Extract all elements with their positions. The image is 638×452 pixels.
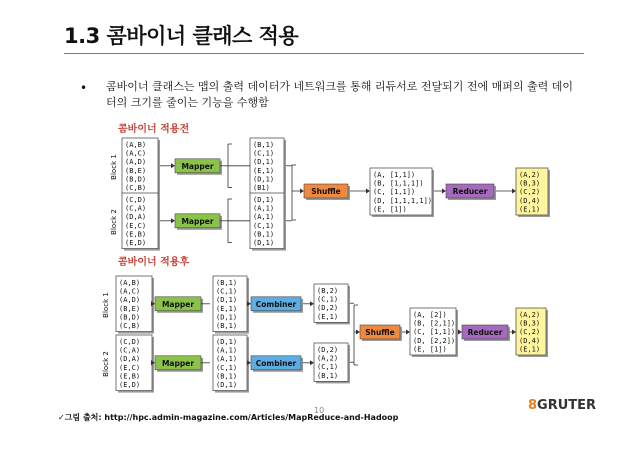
map-output-item: (A,1) — [253, 204, 275, 213]
map-output-item: (D,1) — [253, 158, 275, 167]
map-output-item: (B,1) — [253, 141, 275, 149]
combined-output-item: (C,1) — [317, 363, 339, 372]
arrow-to-shuffled-head — [366, 189, 370, 194]
combined-output-item: (C,1) — [317, 295, 339, 304]
figure-source-caption: ✓그림 출처: http://hpc.admin-magazine.com/Articles/MapReduce-and-Hadoop — [58, 413, 399, 422]
map-output-item: (B1) — [253, 184, 270, 192]
block-label: Block 1 — [110, 154, 118, 180]
input-split-item: (A,B) — [125, 141, 147, 149]
slide-title: 1.3 콤바이너 클래스 적용 — [64, 24, 299, 48]
section-label-before: 콤바이너 적용전 — [118, 124, 190, 135]
input-split-item: (B,D) — [125, 175, 147, 184]
input-split-item: (E,D) — [125, 239, 147, 247]
combiner-box-label: Combiner — [255, 358, 297, 368]
final-output-item: (A,2) — [519, 171, 541, 179]
input-split-item: (A,C) — [119, 287, 141, 296]
shuffled-list-item: (D, [2,2]) — [413, 336, 456, 345]
arrow-to-mapper-head — [171, 218, 175, 223]
final-output-item: (C,2) — [519, 328, 541, 337]
shuffled-list-item: (E, [1]) — [373, 205, 407, 214]
map-output-item: (E,1) — [216, 304, 238, 313]
map-output-item: (C,1) — [216, 287, 238, 296]
final-output-item: (E,1) — [519, 205, 541, 214]
combined-output-item: (D,2) — [317, 346, 339, 354]
mapper-box-label: Mapper — [181, 161, 214, 171]
final-output-item: (D,4) — [519, 196, 541, 205]
shuffled-list-item: (B, [1,1,1]) — [373, 179, 424, 188]
block-label: Block 2 — [102, 351, 110, 377]
mapper-box-label: Mapper — [161, 299, 195, 309]
arrow-to-mapper-head — [171, 163, 175, 168]
map-output-item: (B,1) — [253, 230, 275, 239]
arrow-to-output-head — [512, 330, 516, 335]
shuffle-box-label: Shuffle — [311, 187, 341, 196]
map-output-item: (A,1) — [216, 346, 238, 355]
map-output-item: (C,1) — [253, 149, 275, 158]
input-split-item: (A,D) — [125, 158, 147, 167]
final-output-item: (B,3) — [519, 179, 541, 188]
combined-output-item: (B,1) — [317, 371, 339, 380]
input-split-item: (C,A) — [119, 346, 141, 355]
combined-output-item: (B,2) — [317, 287, 339, 295]
shuffled-list-item: (A, [1,1]) — [373, 171, 416, 179]
map-output-item: (D,1) — [216, 338, 238, 346]
input-split-item: (D,A) — [125, 213, 147, 222]
final-output-item: (D,4) — [519, 336, 541, 345]
map-output-item: (A,1) — [253, 213, 275, 222]
input-split-item: (E,B) — [119, 372, 141, 381]
shuffled-list-item: (C, [1,1]) — [413, 328, 456, 337]
shuffled-list-item: (B, [2,1]) — [413, 319, 456, 328]
arrow-to-shuffle-head — [356, 330, 360, 335]
input-split-item: (C,B) — [125, 184, 147, 192]
arrow-to-combined-head — [310, 360, 314, 365]
input-split-item: (A,B) — [119, 279, 141, 287]
input-split-item: (E,B) — [125, 230, 147, 239]
final-output-item: (A,2) — [519, 311, 541, 319]
combiner-box-label: Combiner — [255, 299, 297, 309]
mapper-box-label: Mapper — [161, 358, 195, 368]
map-output-item: (D,1) — [253, 196, 275, 204]
combined-output-item: (E,1) — [317, 312, 339, 321]
map-output-item: (D,1) — [216, 381, 238, 389]
arrow-to-shuffled-head — [406, 330, 410, 335]
block-label: Block 1 — [102, 292, 110, 318]
map-output-item: (C,1) — [253, 221, 275, 230]
map-output-item: (B,1) — [216, 372, 238, 381]
arrow-to-reducer-head — [458, 330, 462, 335]
shuffled-list-item: (E, [1]) — [413, 345, 447, 354]
logo-mark: 8 — [528, 398, 538, 413]
input-split-item: (C,A) — [125, 204, 147, 213]
map-output-item: (D,1) — [253, 175, 275, 184]
arrow-to-reducer-head — [442, 189, 446, 194]
shuffled-list-item: (C, [1,1]) — [373, 188, 416, 197]
shuffled-list-item: (A, [2]) — [413, 311, 447, 319]
arrow-to-combined-head — [310, 301, 314, 306]
logo-text: GRUTER — [537, 398, 597, 413]
input-split-item: (A,C) — [125, 149, 147, 158]
gruter-logo — [528, 398, 596, 413]
final-output-item: (C,2) — [519, 188, 541, 197]
reducer-box-label: Reducer — [452, 187, 488, 196]
arrow-to-output-head — [512, 189, 516, 194]
input-split-item: (E,D) — [119, 381, 141, 389]
block-label: Block 2 — [110, 209, 118, 235]
map-output-item: (B,1) — [216, 322, 238, 330]
reducer-box-label: Reducer — [467, 328, 503, 337]
input-split-item: (C,D) — [125, 196, 147, 204]
combined-output-item: (D,2) — [317, 304, 339, 313]
input-split-item: (B,E) — [119, 304, 141, 313]
map-output-item: (C,1) — [216, 363, 238, 372]
section-label-after: 콤바이너 적용후 — [118, 257, 190, 268]
shuffled-list-item: (D, [1,1,1,1]) — [373, 196, 433, 205]
page-number: 10 — [314, 406, 325, 415]
input-split-item: (C,B) — [119, 322, 141, 330]
input-split-item: (B,E) — [125, 166, 147, 175]
map-output-item: (D,1) — [253, 239, 275, 247]
map-output-item: (D,1) — [216, 313, 238, 322]
arrow-to-shuffle-head — [300, 189, 304, 194]
map-output-item: (E,1) — [253, 166, 275, 175]
final-output-item: (E,1) — [519, 345, 541, 354]
input-split-item: (C,D) — [119, 338, 141, 346]
input-split-item: (D,A) — [119, 355, 141, 364]
input-split-item: (E,C) — [119, 363, 141, 372]
mapper-box-label: Mapper — [181, 216, 214, 226]
bullet-text: 콤바이너 클래스는 맵의 출력 데이터가 네트워크를 통해 리듀서로 전달되기 전에 매퍼의 출력 데이터의 크기를 줄이는 기능을 수행함 — [106, 80, 573, 109]
combined-output-item: (A,2) — [317, 354, 339, 363]
shuffle-box-label: Shuffle — [365, 328, 395, 337]
map-output-item: (D,1) — [216, 296, 238, 305]
input-split-item: (B,D) — [119, 313, 141, 322]
input-split-item: (A,D) — [119, 296, 141, 305]
map-output-item: (A,1) — [216, 355, 238, 364]
bullet-marker: • — [80, 81, 88, 95]
input-split-item: (E,C) — [125, 221, 147, 230]
map-output-item: (B,1) — [216, 279, 238, 287]
final-output-item: (B,3) — [519, 319, 541, 328]
